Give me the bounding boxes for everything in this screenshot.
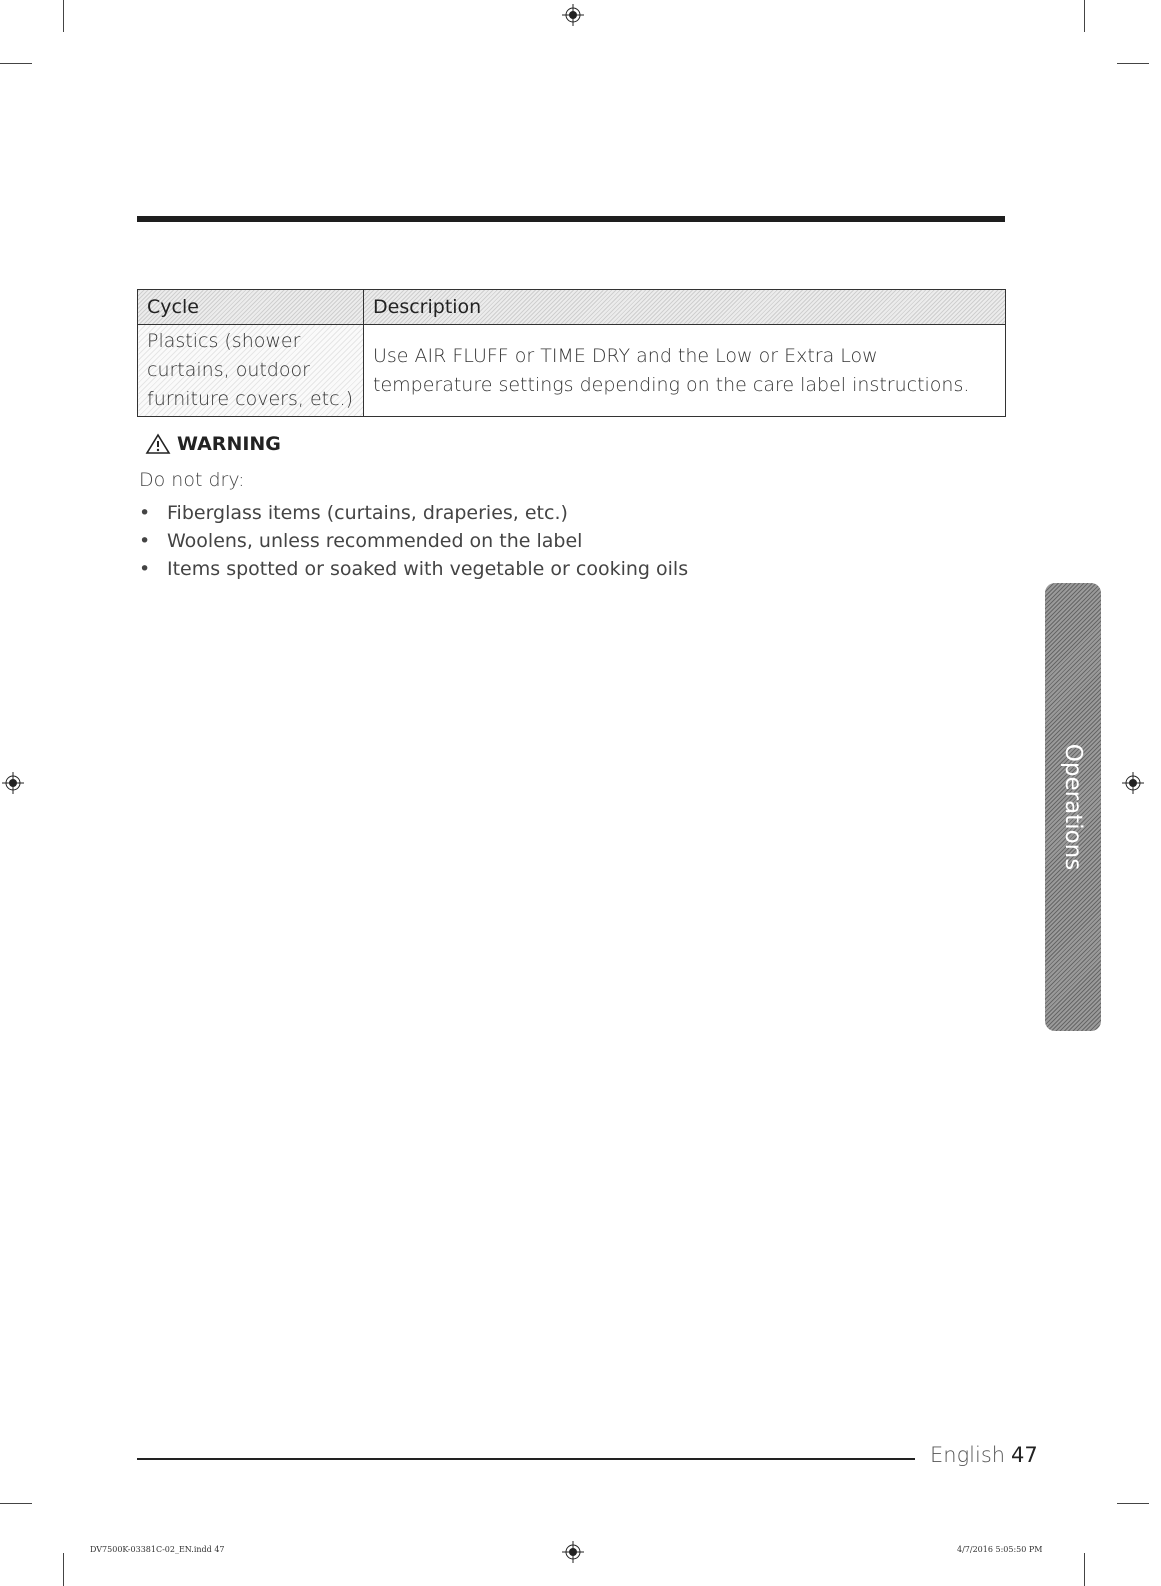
table-header-cycle: Cycle [138,290,364,325]
list-item: • Items spotted or soaked with vegetable or cooking oils [139,558,689,580]
table-row [138,325,1006,417]
cell-description: Use AIR FLUFF or TIME DRY and the Low or Extra Low temperature settings depending on the care label instructions. [364,325,1006,417]
crop-mark [0,63,32,64]
crop-mark [1084,0,1085,32]
crop-mark [0,1503,32,1504]
section-tab-label: Operations [1060,743,1086,871]
footer-language: English [930,1443,1006,1467]
print-slug-file: DV7500K-03381C-02_EN.indd 47 [90,1545,225,1554]
print-slug-datetime: 4/7/2016 5:05:50 PM [957,1545,1043,1554]
crop-mark [1117,63,1149,64]
list-item: • Woolens, unless recommended on the label [139,530,583,552]
table-header-description: Description [364,290,1006,325]
table-header-row [138,290,1006,325]
section-top-rule [137,216,1005,222]
crop-mark [63,1553,64,1586]
crop-mark [1084,1553,1085,1586]
warning-intro: Do not dry: [139,469,245,491]
registration-mark-icon [562,4,584,26]
list-item: • Fiberglass items (curtains, draperies, etc.) [139,502,568,524]
warning-list [139,499,688,583]
registration-mark-icon [562,1541,584,1563]
warning-heading [145,433,281,455]
cell-cycle: Plastics (shower curtains, outdoor furniture covers, etc.) [138,325,364,417]
registration-mark-icon [1122,772,1144,794]
registration-mark-icon [2,772,24,794]
crop-mark [63,0,64,32]
footer-rule [137,1458,915,1460]
warning-triangle-icon [145,433,171,455]
section-tab-operations [1045,583,1101,1031]
page-number: 47 [1011,1443,1038,1467]
warning-title: WARNING [177,433,281,455]
crop-mark [1117,1503,1149,1504]
cycle-table [137,289,1006,417]
